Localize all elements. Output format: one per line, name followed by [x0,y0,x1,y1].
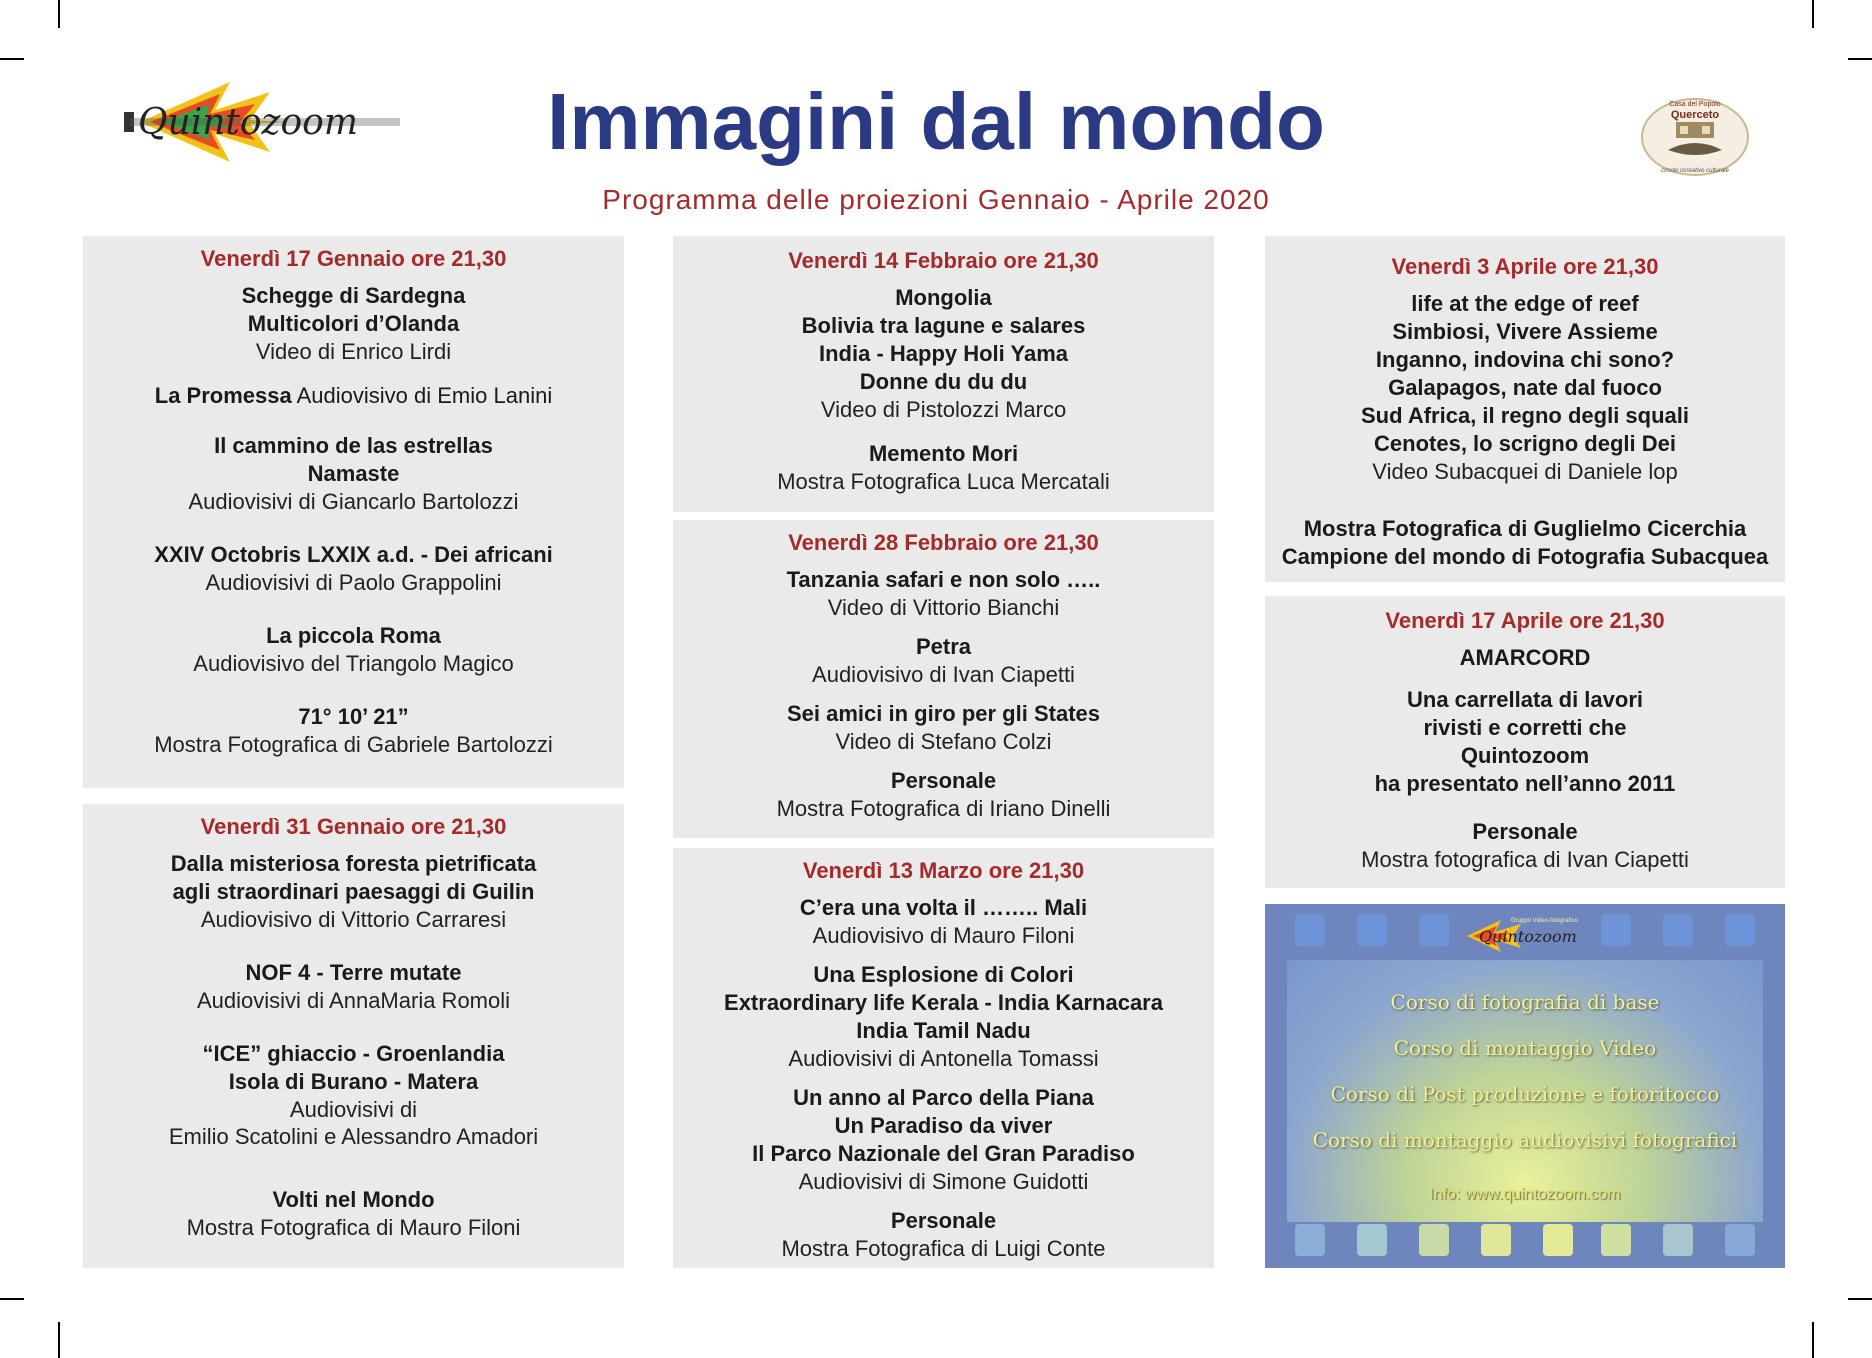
event-title: Bolivia tra lagune e salares [801,313,1086,338]
event-title: Mostra Fotografica di Guglielmo Cicerchia [1303,516,1747,541]
quintozoom-logo-graphic [1461,916,1591,952]
event-group [673,1084,1214,1195]
film-hole [1295,914,1325,946]
event-group [1265,644,1785,672]
svg-text:circolo ricreativo culturale: circolo ricreativo culturale [1661,168,1729,174]
event-title: Memento Mori [868,441,1019,466]
svg-text:Quintozoom: Quintozoom [138,102,358,143]
crop-mark [1812,1322,1814,1358]
event-title: Quintozoom [1460,743,1590,768]
film-hole [1419,1224,1449,1256]
event-author: Mostra Fotografica di Iriano Dinelli [776,796,1111,821]
event-box-17-gennaio [83,236,624,788]
event-author: Video di Vittorio Bianchi [827,595,1060,620]
event-title: Personale [890,1208,997,1233]
event-title: Il cammino de las estrellas [214,433,493,458]
event-title: XXIV Octobris LXXIX a.d. - Dei africani [154,542,553,567]
ad-course-3: Corso di Post produzione e fotoritocco [1330,1082,1720,1106]
event-group [673,961,1214,1072]
crop-mark [1812,0,1814,28]
ad-info-link[interactable]: Info: www.quintozoom.com [1429,1186,1621,1203]
event-author: Audiovisivo del Triangolo Magico [193,651,514,676]
courses-ad-banner [1265,904,1785,1268]
event-author: Video Subacquei di Daniele lop [1372,459,1678,484]
event-author: Audiovisivi di Giancarlo Bartolozzi [188,489,519,514]
event-title: Mongolia [895,285,992,310]
event-title: Un Paradiso da viver [834,1113,1053,1138]
event-title: C’era una volta il …….. Mali [799,895,1088,920]
event-title: Un anno al Parco della Piana [793,1085,1094,1110]
film-hole [1663,914,1693,946]
event-box-13-marzo [673,848,1214,1268]
event-author: Emilio Scatolini e Alessandro Amadori [168,1124,539,1149]
event-author: Audiovisivi di [289,1097,418,1122]
event-group [673,633,1214,688]
ad-quintozoom-logo [1461,916,1591,952]
event-date: Venerdì 28 Febbraio ore 21,30 [788,530,1099,555]
event-group [673,566,1214,621]
event-group [1265,290,1785,485]
event-author: Audiovisivi di AnnaMaria Romoli [196,988,511,1013]
event-title: India - Happy Holi Yama [819,341,1068,366]
event-box-14-febbraio [673,236,1214,512]
event-title: Tanzania safari e non solo ….. [786,567,1101,592]
event-group [1265,686,1785,798]
event-title: Volti nel Mondo [272,1187,435,1212]
event-group [83,850,624,933]
event-group [83,703,624,758]
event-box-3-aprile [1265,236,1785,582]
event-date: Venerdì 3 Aprile ore 21,30 [1391,254,1659,279]
event-group [673,894,1214,949]
event-author: Audiovisivo di Mauro Filoni [812,923,1075,948]
event-group [1265,515,1785,571]
event-group [83,382,624,410]
event-author: Mostra Fotografica Luca Mercatali [777,469,1110,494]
event-title: La Promessa [154,383,292,408]
event-group [673,1207,1214,1262]
crop-mark [0,1298,24,1300]
film-hole [1725,914,1755,946]
event-date: Venerdì 14 Febbraio ore 21,30 [788,248,1099,273]
event-group [83,282,624,365]
event-author: Audiovisivo di Ivan Ciapetti [812,662,1075,687]
event-box-17-aprile [1265,596,1785,888]
event-title: NOF 4 - Terre mutate [245,960,462,985]
event-title: Donne du du du [859,369,1028,394]
event-group [673,440,1214,495]
event-title: rivisti e corretti che [1423,715,1627,740]
event-group [1265,818,1785,873]
event-title: Schegge di Sardegna [241,283,466,308]
event-author: Audiovisivi di Paolo Grappolini [205,570,502,595]
event-title: Una carrellata di lavori [1407,687,1643,712]
crop-mark [1848,58,1872,60]
event-date: Venerdì 17 Aprile ore 21,30 [1385,608,1665,633]
event-date: Venerdì 13 Marzo ore 21,30 [802,858,1085,883]
event-author: Video di Stefano Colzi [835,729,1052,754]
film-hole [1663,1224,1693,1256]
event-group [673,700,1214,755]
event-group [83,1040,624,1150]
ad-course-1: Corso di fotografia di base [1390,990,1660,1014]
event-author: Audiovisivi di Antonella Tomassi [788,1046,1099,1071]
event-author: Mostra fotografica di Ivan Ciapetti [1361,847,1689,872]
event-title: ha presentato nell’anno 2011 [1374,771,1676,796]
event-box-31-gennaio [83,804,624,1268]
event-title: Il Parco Nazionale del Gran Paradiso [752,1141,1135,1166]
event-title: Personale [1472,819,1578,844]
event-author: Audiovisivo di Emio Lanini [291,383,553,408]
event-group [83,622,624,677]
event-date: Venerdì 17 Gennaio ore 21,30 [200,246,507,271]
event-title: Una Esplosione di Colori [813,962,1074,987]
event-title: Personale [890,768,997,793]
crop-mark [58,0,60,28]
event-title: agli straordinari paesaggi di Guilin [172,879,535,904]
event-date: Venerdì 31 Gennaio ore 21,30 [200,814,507,839]
film-hole [1481,1224,1511,1256]
crop-mark [58,1322,60,1358]
event-title: Simbiosi, Vivere Assieme [1392,319,1658,344]
event-group [83,541,624,596]
event-group [673,284,1214,423]
event-title: Namaste [307,461,400,486]
film-hole [1543,1224,1573,1256]
svg-text:Casa del Popolo: Casa del Popolo [1669,101,1721,108]
event-group [83,1186,624,1241]
page-title: Immagini dal mondo [547,77,1325,166]
event-title: “ICE” ghiaccio - Groenlandia [202,1041,505,1066]
event-title: Inganno, indovina chi sono? [1375,347,1675,372]
event-title: Isola di Burano - Matera [228,1069,479,1094]
event-author: Audiovisivi di Simone Guidotti [798,1169,1089,1194]
event-title: Multicolori d’Olanda [247,311,460,336]
event-author: Mostra Fotografica di Mauro Filoni [186,1215,521,1240]
event-title: Extraordinary life Kerala - India Karnacara [724,990,1163,1015]
svg-text:Quintozoom: Quintozoom [1479,927,1577,946]
svg-text:Gruppo Video-fotografico: Gruppo Video-fotografico [1511,918,1578,924]
event-title: Sei amici in giro per gli States [787,701,1100,726]
event-title: Galapagos, nate dal fuoco [1388,375,1662,400]
film-hole [1295,1224,1325,1256]
film-hole [1725,1224,1755,1256]
crop-mark [0,58,24,60]
event-box-28-febbraio [673,520,1214,838]
event-author: Mostra Fotografica di Luigi Conte [781,1236,1106,1261]
event-title: Campione del mondo di Fotografia Subacquea [1281,544,1769,569]
event-author: Mostra Fotografica di Gabriele Bartolozzi [154,732,553,757]
event-author: Audiovisivo di Vittorio Carraresi [200,907,507,932]
event-author: Video di Enrico Lirdi [255,339,452,364]
ad-course-2: Corso di montaggio Video [1393,1036,1657,1060]
event-title: 71° 10’ 21” [298,704,409,729]
film-hole [1357,914,1387,946]
event-title: India Tamil Nadu [856,1018,1031,1043]
crop-mark [1848,1298,1872,1300]
event-title: Sud Africa, il regno degli squali [1360,403,1689,428]
event-group [673,767,1214,822]
event-group [83,959,624,1014]
event-title: Cenotes, lo scrigno degli Dei [1374,431,1676,456]
svg-text:Querceto: Querceto [1670,109,1720,121]
film-hole [1601,914,1631,946]
page-subtitle: Programma delle proiezioni Gennaio - Aprile 2020 [602,184,1270,215]
event-title: AMARCORD [1459,645,1591,670]
ad-course-4: Corso di montaggio audiovisivi fotografici [1312,1128,1738,1152]
event-title: Petra [915,634,972,659]
event-author: Video di Pistolozzi Marco [820,397,1067,422]
film-hole [1601,1224,1631,1256]
event-group [83,432,624,515]
event-title: Dalla misteriosa foresta pietrificata [170,851,537,876]
film-hole [1357,1224,1387,1256]
film-hole [1419,914,1449,946]
event-title: life at the edge of reef [1411,291,1639,316]
event-title: La piccola Roma [266,623,441,648]
